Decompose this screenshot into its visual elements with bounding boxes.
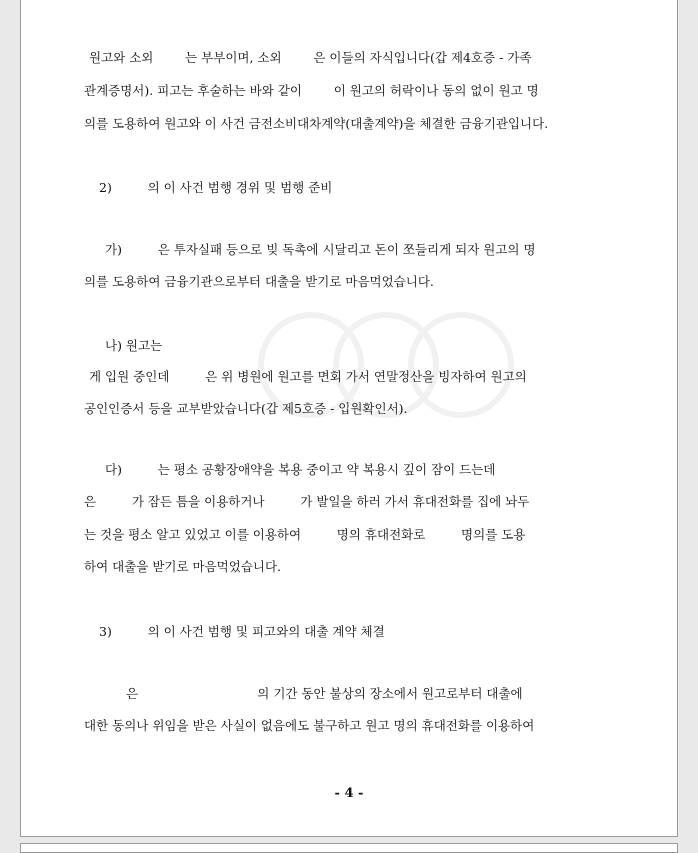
- para-na-line1: 나) 원고는: [105, 338, 163, 353]
- document-page: [20, 0, 678, 837]
- next-page-edge: [20, 843, 678, 853]
- para-na-line2: 게 입원 중인데 은 위 병원에 원고를 면회 가서 연말정산을 빙자하여 원고의: [89, 369, 527, 384]
- para-da-line1: 다) 는 평소 공황장애약을 복용 중이고 약 복용시 깊이 잠이 드는데: [105, 462, 496, 477]
- para-last-line2: 대한 동의나 위임을 받은 사실이 없음에도 불구하고 원고 명의 휴대전화를 이용하여: [84, 718, 535, 733]
- para1-line2: 관계증명서). 피고는 후술하는 바와 같이 이 원고의 허락이나 동의 없이 원고 명: [84, 83, 539, 98]
- para-ga-line1: 가) 은 투자실패 등으로 빚 독촉에 시달리고 돈이 쪼들리게 되자 원고의 명: [105, 242, 536, 257]
- section-heading-3: 3) 의 이 사건 범행 및 피고와의 대출 계약 체결: [99, 624, 385, 639]
- para1-line1: 원고와 소외 는 부부이며, 소외 은 이들의 자식입니다(갑 제4호증 - 가족: [89, 50, 532, 65]
- para-da-line4: 하여 대출을 받기로 마음먹었습니다.: [84, 559, 282, 574]
- para1-line3: 의를 도용하여 원고와 이 사건 금전소비대차계약(대출계약)을 체결한 금융기관입니다.: [84, 116, 549, 131]
- section-heading-2: 2) 의 이 사건 범행 경위 및 범행 준비: [99, 180, 333, 195]
- para-da-line2: 은 가 잠든 틈을 이용하거나 가 발일을 하러 가서 휴대전화를 집에 놔두: [84, 494, 530, 509]
- page-number: - 4 -: [334, 786, 364, 801]
- para-da-line3: 는 것을 평소 알고 있었고 이를 이용하여 명의 휴대전화로 명의를 도용: [84, 527, 526, 542]
- para-ga-line2: 의를 도용하여 금융기관으로부터 대출을 받기로 마음먹었습니다.: [84, 274, 434, 289]
- para-last-line1: 은 의 기간 동안 불상의 장소에서 원고로부터 대출에: [126, 686, 523, 701]
- para-na-line3: 공인인증서 등을 교부받았습니다(갑 제5호증 - 입원확인서).: [84, 401, 408, 416]
